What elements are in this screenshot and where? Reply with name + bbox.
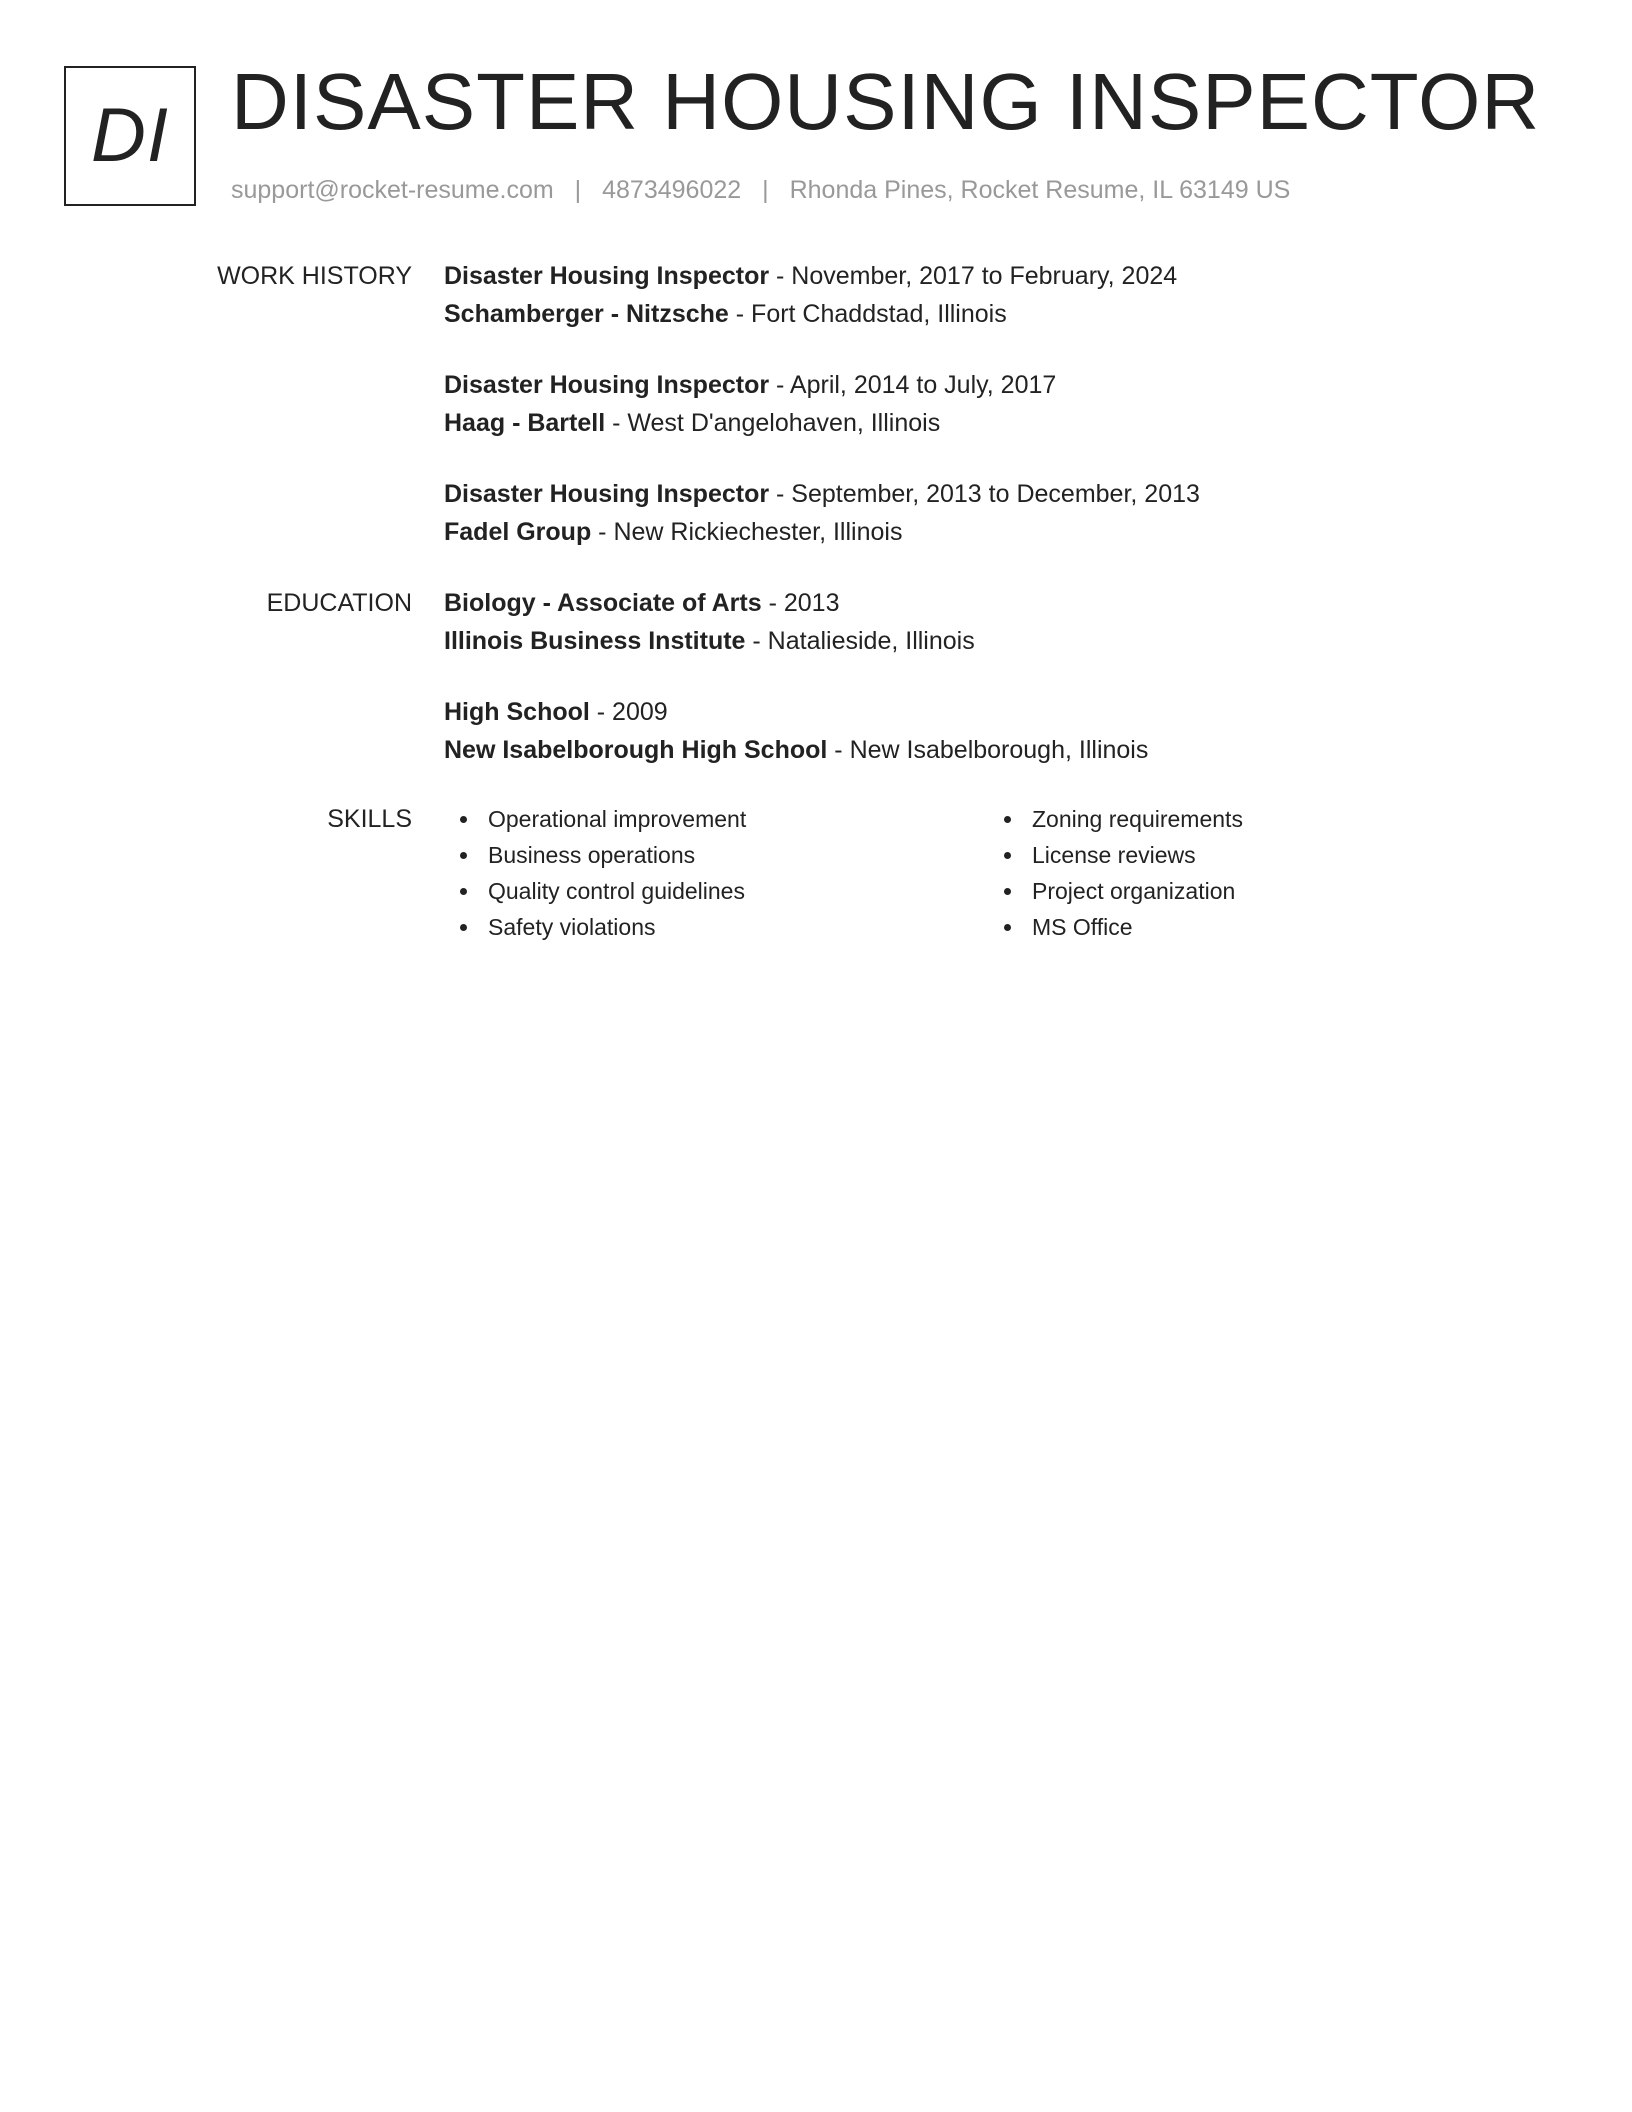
degree-name: High School <box>444 698 590 726</box>
work-entry <box>444 366 1544 442</box>
contact-separator: | <box>574 176 582 204</box>
work-entry <box>444 475 1544 551</box>
job-title: Disaster Housing Inspector <box>444 371 770 399</box>
company-name: Schamberger - Nitzsche <box>444 300 729 328</box>
degree-name: Biology - Associate of Arts <box>444 589 762 617</box>
skill-item: Zoning requirements <box>988 801 1243 837</box>
work-entry-title-line <box>444 257 1544 295</box>
education-school-line <box>444 731 1544 769</box>
company-name: Haag - Bartell <box>444 409 606 437</box>
section-label-work-history: WORK HISTORY <box>217 262 412 290</box>
skill-item: Project organization <box>988 873 1243 909</box>
monogram-badge <box>64 66 196 206</box>
education-entry <box>444 693 1544 769</box>
work-entry-company-line <box>444 404 1544 442</box>
resume-title: DISASTER HOUSING INSPECTOR <box>231 57 1541 146</box>
company-location: - Fort Chaddstad, Illinois <box>728 300 1007 328</box>
skill-item: Operational improvement <box>444 801 746 837</box>
section-label-skills: SKILLS <box>327 805 412 833</box>
work-entry-company-line <box>444 513 1544 551</box>
work-entry-title-line <box>444 366 1544 404</box>
skill-item: MS Office <box>988 909 1243 945</box>
skills-list-right <box>988 801 1243 945</box>
contact-email: support@rocket-resume.com <box>231 176 554 204</box>
section-label-education: EDUCATION <box>266 589 412 617</box>
contact-separator: | <box>762 176 769 204</box>
skills-list-left <box>444 801 746 945</box>
job-dates: - September, 2013 to December, 2013 <box>769 480 1200 508</box>
company-name: Fadel Group <box>444 518 592 546</box>
education-degree-line <box>444 584 1544 622</box>
contact-line <box>231 174 1290 206</box>
job-dates: - November, 2017 to February, 2024 <box>769 262 1178 290</box>
company-location: - West D'angelohaven, Illinois <box>605 409 941 437</box>
work-entry <box>444 257 1544 333</box>
skill-item: Safety violations <box>444 909 746 945</box>
skill-item: Quality control guidelines <box>444 873 746 909</box>
degree-year: - 2009 <box>589 698 668 726</box>
work-entry-title-line <box>444 475 1544 513</box>
skill-item: License reviews <box>988 837 1243 873</box>
skill-item: Business operations <box>444 837 746 873</box>
contact-phone: 4873496022 <box>602 176 742 204</box>
education-degree-line <box>444 693 1544 731</box>
company-location: - New Rickiechester, Illinois <box>591 518 903 546</box>
school-location: - Natalieside, Illinois <box>745 627 975 655</box>
job-title: Disaster Housing Inspector <box>444 480 770 508</box>
job-dates: - April, 2014 to July, 2017 <box>769 371 1057 399</box>
work-entry-company-line <box>444 295 1544 333</box>
education-school-line <box>444 622 1544 660</box>
school-name: Illinois Business Institute <box>444 627 746 655</box>
degree-year: - 2013 <box>761 589 840 617</box>
monogram-initials: DI <box>91 93 169 178</box>
contact-address: Rhonda Pines, Rocket Resume, IL 63149 US <box>789 176 1291 204</box>
school-name: New Isabelborough High School <box>444 736 828 764</box>
job-title: Disaster Housing Inspector <box>444 262 770 290</box>
school-location: - New Isabelborough, Illinois <box>827 736 1149 764</box>
education-entry <box>444 584 1544 660</box>
